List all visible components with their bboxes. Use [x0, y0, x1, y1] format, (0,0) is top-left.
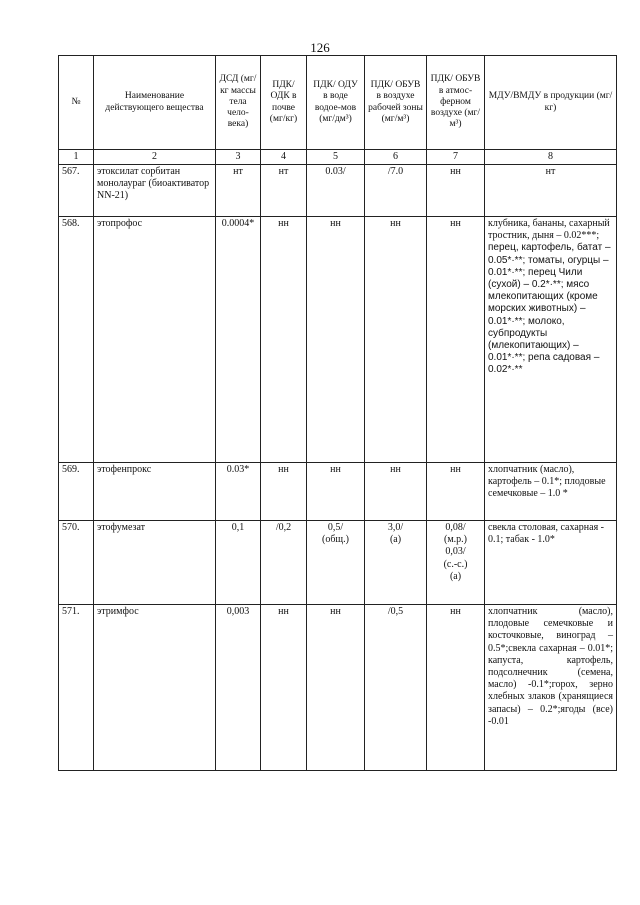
pdk-work-air-value: нн	[365, 463, 427, 521]
value-part: 3,0/	[387, 522, 404, 533]
col-number: 7	[427, 150, 485, 165]
pdk-water-value: нн	[307, 463, 365, 521]
table-row	[59, 605, 617, 771]
dsd-value: 0.0004*	[216, 217, 261, 463]
mdu-value: нт	[485, 165, 617, 217]
value-part: 0,5/	[327, 522, 344, 533]
pdk-work-air-value: /0,5	[365, 605, 427, 771]
row-num: 571.	[59, 605, 94, 771]
dsd-value: нт	[216, 165, 261, 217]
header-num: №	[59, 56, 94, 150]
col-number: 4	[261, 150, 307, 165]
mdu-text-part: клубника, бананы, сахарный тростник, дыня – 0.02***;	[488, 218, 610, 242]
header-row	[59, 56, 617, 150]
pdk-soil-value: нн	[261, 605, 307, 771]
pdk-atm-air-value: нн	[427, 463, 485, 521]
substance-name: этопрофос	[94, 217, 216, 463]
substance-name: этофенпрокс	[94, 463, 216, 521]
value-part: 0,03/	[445, 546, 466, 558]
pdk-atm-air-value: нн	[427, 605, 485, 771]
mdu-value: хлопчатник (масло), картофель – 0.1*; плодовые семечковые – 1.0 *	[485, 463, 617, 521]
pdk-soil-value: нн	[261, 217, 307, 463]
value-part: (с.-с.)	[443, 558, 468, 570]
page-number: 126	[310, 40, 330, 55]
value-part: (общ.)	[322, 534, 349, 546]
pdk-atm-air-value	[427, 521, 485, 605]
pdk-water-value: 0.03/	[307, 165, 365, 217]
pdk-work-air-value: /7.0	[365, 165, 427, 217]
col-number: 5	[307, 150, 365, 165]
header-dsd: ДСД (мг/кг массы тела чело-века)	[216, 56, 261, 150]
pdk-soil-value: нн	[261, 463, 307, 521]
header-name: Наименование действующего вещества	[94, 56, 216, 150]
row-num: 570.	[59, 521, 94, 605]
header-mdu: МДУ/ВМДУ в продукции (мг/кг)	[485, 56, 617, 150]
pdk-atm-air-value: нн	[427, 165, 485, 217]
dsd-value: 0,1	[216, 521, 261, 605]
table-row	[59, 165, 617, 217]
table-row	[59, 521, 617, 605]
value-part: (а)	[389, 534, 402, 546]
pdk-water-value: нн	[307, 217, 365, 463]
substance-name: этримфос	[94, 605, 216, 771]
row-num: 569.	[59, 463, 94, 521]
mdu-value: хлопчатник (масло), плодовые семечковые и косточковые, виноград – 0.5*;свекла сахарная – 0.01*; капуста, картофель, подсолнечник (семена, масло) -0.1*;горох, зерно хлебных злаков (хранящиеся запасы) – 0.2*;ягоды (все) -0.01	[485, 605, 617, 771]
value-part: (а)	[449, 570, 462, 582]
pdk-water-value	[307, 521, 365, 605]
row-num: 568.	[59, 217, 94, 463]
substance-name: этоксилат сорбитан монолаураг (биоактиватор NN-21)	[94, 165, 216, 217]
col-number: 3	[216, 150, 261, 165]
header-pdk-water: ПДК/ ОДУ в воде водое-мов (мг/дм³)	[307, 56, 365, 150]
pesticide-table	[58, 55, 617, 771]
col-number: 6	[365, 150, 427, 165]
header-pdk-work-air: ПДК/ ОБУВ в воздухе рабочей зоны (мг/м³)	[365, 56, 427, 150]
pdk-work-air-value: нн	[365, 217, 427, 463]
dsd-value: 0.03*	[216, 463, 261, 521]
pdk-soil-value: /0,2	[261, 521, 307, 605]
value-part: (м.р.)	[444, 534, 467, 546]
col-number: 1	[59, 150, 94, 165]
column-number-row	[59, 150, 617, 165]
pdk-atm-air-value: нн	[427, 217, 485, 463]
value-part: 0,08/	[445, 522, 466, 533]
row-num: 567.	[59, 165, 94, 217]
table-row	[59, 463, 617, 521]
mdu-value: свекла столовая, сахарная - 0.1; табак - 1.0*	[485, 521, 617, 605]
mdu-text-part: перец, картофель, батат – 0.05*·**; томаты, огурцы – 0.01*·**; перец Чили (сухой) – 0.2*·**; мясо млекопитающих (кроме морских животных) – 0.01*·**; молоко, субпродукты (млекопитающих) – 0.01*·**; репа садовая – 0.02*·**	[488, 242, 611, 376]
header-pdk-soil: ПДК/ ОДК в почве (мг/кг)	[261, 56, 307, 150]
mdu-value	[485, 217, 617, 463]
pdk-soil-value: нт	[261, 165, 307, 217]
dsd-value: 0,003	[216, 605, 261, 771]
col-number: 2	[94, 150, 216, 165]
header-pdk-atm-air: ПДК/ ОБУВ в атмос-ферном воздухе (мг/м³)	[427, 56, 485, 150]
pdk-water-value: нн	[307, 605, 365, 771]
pdk-work-air-value	[365, 521, 427, 605]
col-number: 8	[485, 150, 617, 165]
table-row	[59, 217, 617, 463]
substance-name: этофумезат	[94, 521, 216, 605]
